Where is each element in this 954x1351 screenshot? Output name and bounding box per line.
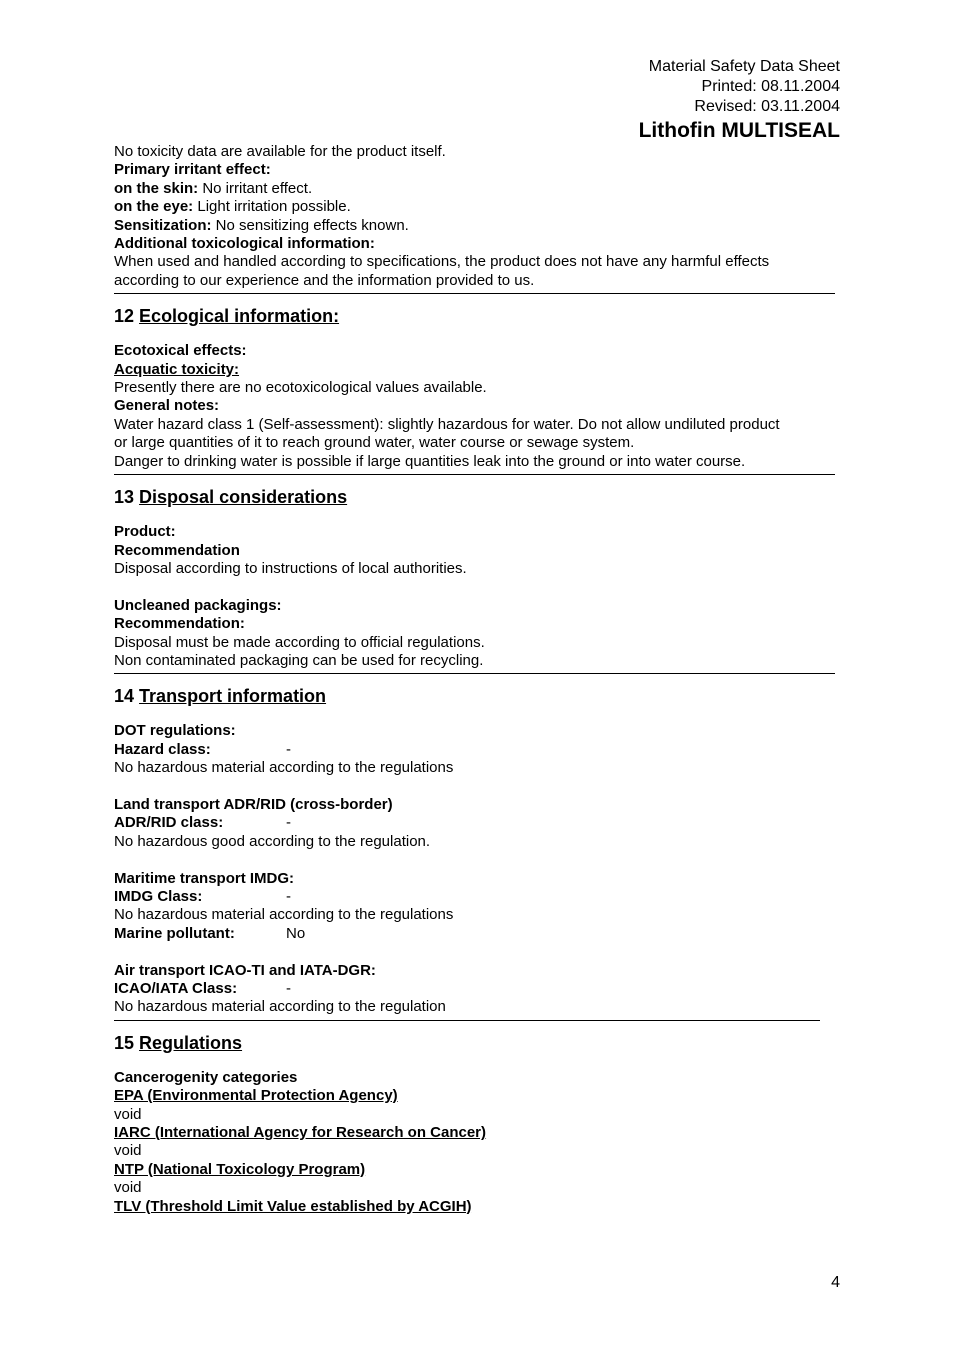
primary-irritant-heading: Primary irritant effect: <box>114 161 271 179</box>
air-transport-text: No hazardous material according to the regulation <box>114 998 446 1016</box>
sensitization-text: No sensitizing effects known. <box>211 216 409 234</box>
sensitization-line <box>114 217 839 235</box>
eye-label: on the eye: <box>114 198 194 216</box>
section-number: 15 <box>114 1032 135 1053</box>
hazard-class-row <box>114 741 839 759</box>
icao-class-value: - <box>286 979 291 997</box>
tox-intro: No toxicity data are available for the product itself. <box>114 143 446 160</box>
marine-pollutant-row <box>114 925 839 943</box>
general-notes-heading: General notes: <box>114 397 220 415</box>
epa-heading: EPA (Environmental Protection Agency) <box>114 1087 398 1105</box>
ntp-heading: NTP (National Toxicology Program) <box>114 1160 366 1178</box>
air-transport-heading: Air transport ICAO-TI and IATA-DGR: <box>114 961 376 979</box>
marine-pollutant-value: No <box>286 924 306 942</box>
adr-class-row <box>114 814 839 832</box>
iarc-value: void <box>114 1142 142 1160</box>
section-number: 13 <box>114 487 135 508</box>
section-divider <box>114 1020 820 1021</box>
aquatic-text: Presently there are no ecotoxicological values available. <box>114 379 487 397</box>
tlv-heading: TLV (Threshold Limit Value established by ACGIH) <box>114 1197 472 1215</box>
section-number: 12 <box>114 306 135 327</box>
section-12-heading <box>114 304 839 328</box>
skin-text: No irritant effect. <box>198 179 313 197</box>
eye-text: Light irritation possible. <box>193 198 351 216</box>
recommendation-text-2a: Disposal must be made according to official regulations. <box>114 633 485 651</box>
imdg-class-value: - <box>286 887 291 905</box>
adr-class-value: - <box>286 814 291 832</box>
iarc-heading: IARC (International Agency for Research on Cancer) <box>114 1124 487 1141</box>
cancerogenity-heading: Cancerogenity categories <box>114 1068 298 1086</box>
recommendation-text-2b: Non contaminated packaging can be used for recycling. <box>114 651 484 669</box>
section-13-heading <box>114 485 839 509</box>
dot-heading: DOT regulations: <box>114 722 236 740</box>
uncleaned-packagings-heading: Uncleaned packagings: <box>114 596 282 614</box>
icao-class-row <box>114 980 839 998</box>
general-notes-2: or large quantities of it to reach ground water, water course or sewage system. <box>114 434 635 452</box>
hazard-class-label: Hazard class: <box>114 740 211 758</box>
maritime-text: No hazardous material according to the regulations <box>114 906 454 924</box>
page-number: 4 <box>831 1274 840 1291</box>
revised-date: Revised: 03.11.2004 <box>694 98 840 115</box>
product-heading: Product: <box>114 523 176 541</box>
additional-tox-heading: Additional toxicological information: <box>114 235 375 253</box>
section-15-heading <box>114 1031 839 1055</box>
recommendation-heading: Recommendation <box>114 541 240 559</box>
section-title: Disposal considerations <box>139 487 348 508</box>
section-divider <box>114 293 835 294</box>
section-title: Regulations <box>139 1032 243 1053</box>
printed-date: Printed: 08.11.2004 <box>701 78 840 95</box>
general-notes-1: Water hazard class 1 (Self-assessment): slightly hazardous for water. Do not allow undiluted product <box>114 415 780 433</box>
imdg-class-row <box>114 888 839 906</box>
maritime-heading: Maritime transport IMDG: <box>114 869 295 887</box>
land-transport-text: No hazardous good according to the regulation. <box>114 832 431 850</box>
skin-label: on the skin: <box>114 179 199 197</box>
doc-type: Material Safety Data Sheet <box>648 58 840 75</box>
document-body <box>114 143 839 1216</box>
recommendation-text: Disposal according to instructions of local authorities. <box>114 559 467 577</box>
page-header <box>639 57 840 144</box>
section-divider <box>114 673 835 674</box>
section-title: Ecological information: <box>139 306 340 327</box>
land-transport-heading: Land transport ADR/RID (cross-border) <box>114 795 393 813</box>
hazard-class-value: - <box>286 740 291 758</box>
aquatic-heading: Acquatic toxicity: <box>114 360 240 378</box>
recommendation-heading-2: Recommendation: <box>114 615 245 633</box>
epa-value: void <box>114 1105 142 1123</box>
skin-line <box>114 180 839 198</box>
ecotox-heading: Ecotoxical effects: <box>114 342 247 360</box>
imdg-class-label: IMDG Class: <box>114 887 203 905</box>
adr-class-label: ADR/RID class: <box>114 814 224 832</box>
additional-tox-text-1: When used and handled according to specifications, the product does not have any harmful effects <box>114 253 770 271</box>
section-divider <box>114 474 835 475</box>
eye-line <box>114 198 839 216</box>
section-14-heading <box>114 684 839 708</box>
sensitization-label: Sensitization: <box>114 216 212 234</box>
section-title: Transport information <box>139 686 327 707</box>
general-notes-3: Danger to drinking water is possible if large quantities leak into the ground or into water course. <box>114 452 746 470</box>
icao-class-label: ICAO/IATA Class: <box>114 979 238 997</box>
product-name: Lithofin MULTISEAL <box>638 119 840 142</box>
ntp-value: void <box>114 1179 142 1197</box>
dot-text: No hazardous material according to the regulations <box>114 759 454 777</box>
marine-pollutant-label: Marine pollutant: <box>114 924 235 942</box>
additional-tox-text-2: according to our experience and the information provided to us. <box>114 271 535 289</box>
section-number: 14 <box>114 686 135 707</box>
